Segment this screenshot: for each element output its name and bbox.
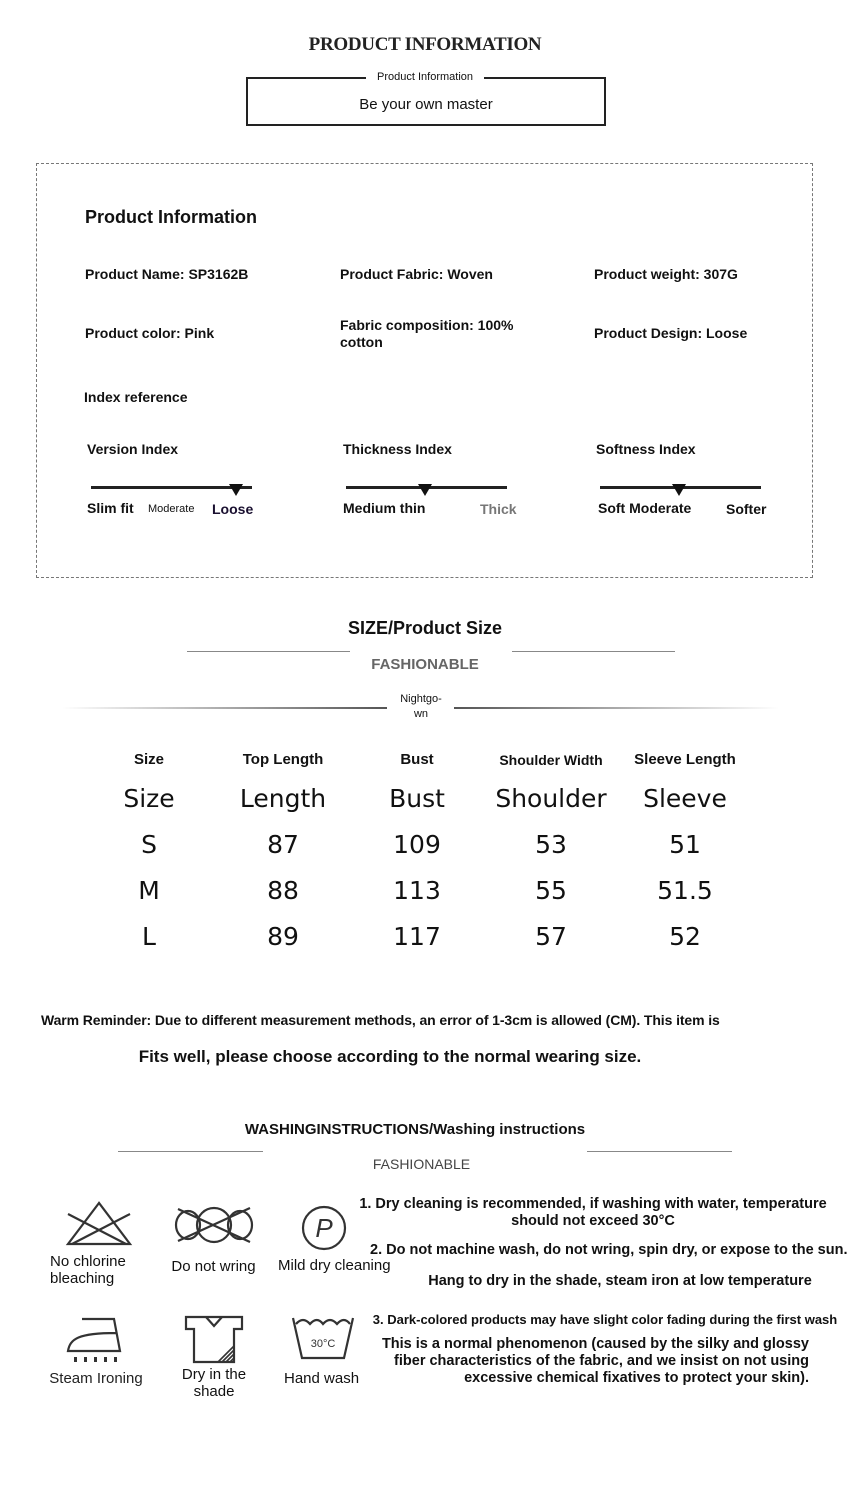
- washing-note-2b: Hang to dry in the shade, steam iron at low temperature: [428, 1273, 812, 1289]
- do-not-wring-label: Do not wring: [171, 1258, 256, 1275]
- size-divider-right: [512, 651, 675, 652]
- product-fabric: Product Fabric: Woven: [340, 266, 493, 282]
- hand-wash-label: Hand wash: [284, 1370, 360, 1387]
- header-sleeve-length: Sleeve Length: [634, 751, 736, 768]
- version-index-title: Version Index: [87, 441, 179, 457]
- product-color: Product color: Pink: [85, 325, 215, 341]
- header-size: Size: [133, 751, 164, 768]
- dry-in-shade-icon: [184, 1314, 244, 1364]
- hand-wash-temp: 30°C: [310, 1338, 336, 1350]
- thickness-label-medium-thin: Medium thin: [343, 500, 426, 516]
- header-top-length: Top Length: [242, 751, 324, 768]
- version-index-marker: [229, 484, 243, 496]
- page-title: PRODUCT INFORMATION: [308, 34, 542, 55]
- thickness-label-thick: Thick: [480, 501, 517, 517]
- mild-dry-clean-glyph: P: [315, 1213, 333, 1243]
- cell-length: 89: [267, 922, 299, 951]
- cell-shoulder: 57: [535, 922, 567, 951]
- version-label-slim: Slim fit: [87, 500, 134, 516]
- thickness-index-title: Thickness Index: [343, 441, 452, 457]
- washing-note-3b: This is a normal phenomenon (caused by the silky and glossy fiber characteristics of the fabric, and we insist on not using excessive chemical fixatives to protect your skin).: [381, 1336, 809, 1386]
- cell-bust: 117: [393, 922, 441, 951]
- size-section-subtitle: FASHIONABLE: [371, 656, 479, 673]
- product-weight: Product weight: 307G: [594, 266, 738, 282]
- cell-size: S: [141, 830, 157, 859]
- table-row: [82, 868, 772, 914]
- size-table-header: [82, 744, 772, 776]
- washing-section-title: WASHINGINSTRUCTIONS/Washing instructions: [244, 1121, 586, 1138]
- subheader-size: Size: [123, 784, 175, 813]
- cell-length: 87: [267, 830, 299, 859]
- cell-size: L: [142, 922, 156, 951]
- subheader-sleeve: Sleeve: [643, 784, 727, 813]
- index-reference-heading: Index reference: [84, 389, 188, 405]
- slogan-text: Be your own master: [359, 96, 493, 113]
- header-bust: Bust: [400, 751, 434, 768]
- header-shoulder-width: Shoulder Width: [499, 752, 603, 768]
- size-table: [82, 744, 772, 960]
- softness-index-marker: [672, 484, 686, 496]
- fabric-composition: Fabric composition: 100% cotton: [340, 317, 514, 350]
- category-divider-left: [62, 707, 387, 709]
- cell-sleeve: 51: [669, 830, 701, 859]
- version-index-scale: [91, 486, 252, 489]
- product-name: Product Name: SP3162B: [85, 266, 249, 282]
- washing-note-3: 3. Dark-colored products may have slight color fading during the first wash: [372, 1312, 838, 1327]
- cell-bust: 109: [393, 830, 441, 859]
- cell-sleeve: 52: [669, 922, 701, 951]
- table-row: [82, 822, 772, 868]
- size-section-title: SIZE/Product Size: [347, 618, 503, 638]
- cell-length: 88: [267, 876, 299, 905]
- mild-dry-clean-icon: [300, 1204, 348, 1252]
- dry-in-shade-label: Dry in the shade: [181, 1366, 247, 1400]
- size-table-subheader: [82, 776, 772, 822]
- version-label-moderate: Moderate: [148, 503, 195, 515]
- card-title: Product Information: [85, 207, 257, 227]
- subheader-bust: Bust: [389, 784, 445, 813]
- size-divider-left: [187, 651, 350, 652]
- steam-iron-icon: [64, 1313, 124, 1365]
- fit-reminder: Fits well, please choose according to the normal wearing size.: [138, 1047, 642, 1066]
- warm-reminder: Warm Reminder: Due to different measurement methods, an error of 1-3cm is allowed (CM). This item is: [41, 1012, 720, 1028]
- thickness-index-marker: [418, 484, 432, 496]
- softness-label-softer: Softer: [726, 501, 767, 517]
- washing-note-1: 1. Dry cleaning is recommended, if washing with water, temperature should not exceed 30°C: [359, 1196, 827, 1229]
- no-chlorine-bleach-label: No chlorine bleaching: [50, 1253, 126, 1287]
- washing-note-2: 2. Do not machine wash, do not wring, spin dry, or expose to the sun.: [370, 1242, 848, 1258]
- category-label: Nightgo- wn: [400, 693, 442, 720]
- cell-shoulder: 53: [535, 830, 567, 859]
- cell-size: M: [138, 876, 160, 905]
- cell-shoulder: 55: [535, 876, 567, 905]
- slogan-caption: Product Information: [366, 70, 484, 84]
- version-label-loose: Loose: [212, 501, 254, 517]
- hand-wash-icon: [290, 1314, 356, 1362]
- category-divider-right: [454, 707, 779, 709]
- product-design: Product Design: Loose: [594, 325, 748, 341]
- washing-section-subtitle: FASHIONABLE: [372, 1156, 471, 1172]
- cell-sleeve: 51.5: [657, 876, 713, 905]
- no-chlorine-bleach-icon: [64, 1200, 134, 1248]
- washing-divider-right: [587, 1151, 732, 1152]
- softness-label-soft-moderate: Soft Moderate: [598, 500, 692, 516]
- steam-iron-label: Steam Ironing: [49, 1370, 143, 1387]
- subheader-length: Length: [239, 784, 327, 813]
- softness-index-title: Softness Index: [596, 441, 696, 457]
- washing-divider-left: [118, 1151, 263, 1152]
- table-row: [82, 914, 772, 960]
- mild-dry-clean-label: Mild dry cleaning: [278, 1257, 391, 1274]
- cell-bust: 113: [393, 876, 441, 905]
- subheader-shoulder: Shoulder: [495, 784, 607, 813]
- do-not-wring-icon: [174, 1205, 254, 1245]
